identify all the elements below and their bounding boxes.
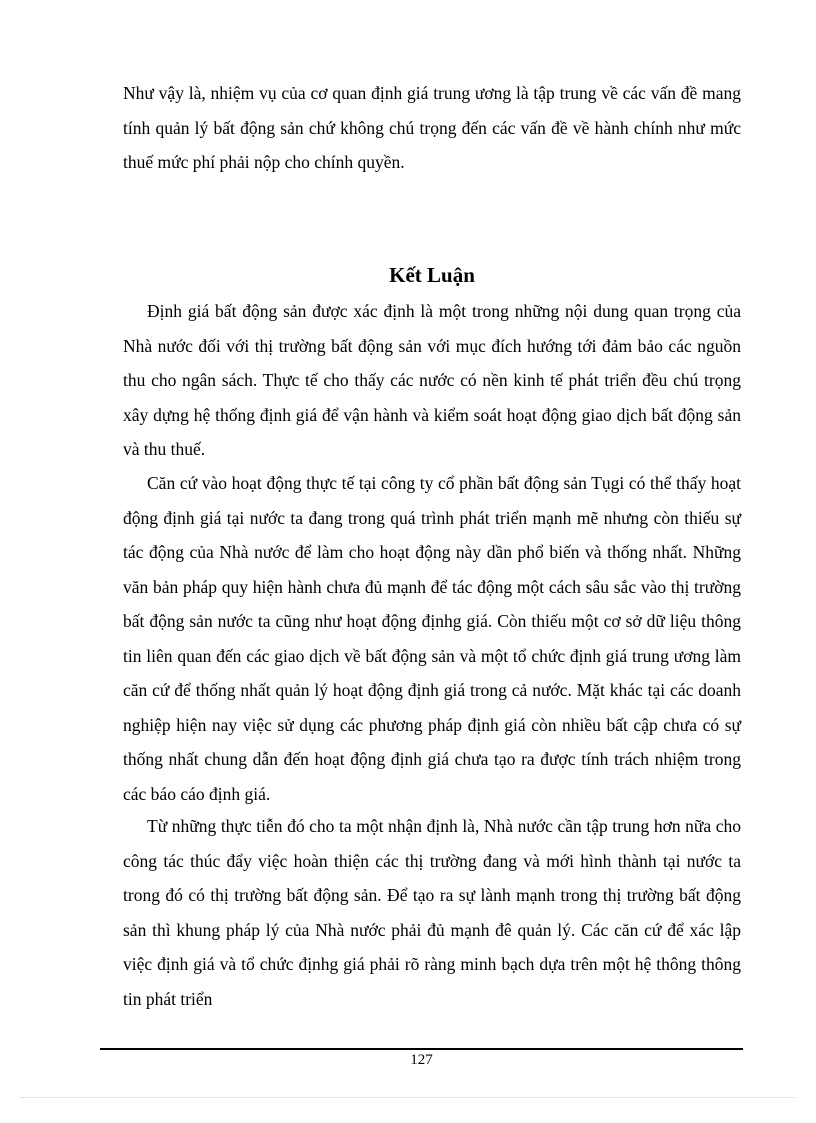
- intro-paragraph: Như vậy là, nhiệm vụ của cơ quan định giá trung ương là tập trung về các vấn đề mang tính quản lý bất động sản chứ không chú trọng đến các vấn đề về hành chính như mức thuế mức phí phải nộp cho chính quyền.: [123, 83, 741, 172]
- section-heading: Kết Luận: [389, 263, 475, 287]
- body-paragraph-1: Định giá bất động sản được xác định là một trong những nội dung quan trọng của Nhà nước đối với thị trường bất động sản với mục đích hướng tới đảm bảo các nguồn thu cho ngân sách. Thực tế cho thấy các nước có nền kinh tế phát triển đều chú trọng xây dựng hệ thống định giá để vận hành và kiểm soát hoạt động giao dịch bất động sản và thu thuế.: [123, 301, 741, 459]
- body-paragraph-2: Căn cứ vào hoạt động thực tế tại công ty cổ phần bất động sản Tụgi có thể thấy hoạt động định giá tại nước ta đang trong quá trình phát triển mạnh mẽ nhưng còn thiếu sự tác động của Nhà nước để làm cho hoạt động này dần phổ biến và thống nhất. Những văn bản pháp quy hiện hành chưa đủ mạnh để tác động một cách sâu sắc vào thị trường bất động sản nước ta cũng như hoạt động địnhg giá. Còn thiếu một cơ sở dữ liệu thông tin liên quan đến các giao dịch về bất động sản và một tổ chức định giá trung ương làm căn cứ để thống nhất quản lý hoạt động định giá trong cả nước. Mặt khác tại các doanh nghiệp hiện nay việc sử dụng các phương pháp định giá còn nhiều bất cập chưa có sự thống nhất chung dẫn đến hoạt động định giá chưa tạo ra được tính trách nhiệm trong các báo cáo định giá.: [123, 473, 741, 804]
- page-number: 127: [410, 1052, 433, 1068]
- footer-divider: [100, 1048, 743, 1050]
- page-bottom-divider: [20, 1097, 796, 1098]
- body-paragraph-3: Từ những thực tiễn đó cho ta một nhận định là, Nhà nước cần tập trung hơn nữa cho công tác thúc đẩy việc hoàn thiện các thị trường đang và mới hình thành tại nước ta trong đó có thị trường bất động sản. Để tạo ra sự lành mạnh trong thị trường bất động sản thì khung pháp lý của Nhà nước phải đủ mạnh đê quản lý. Các căn cứ để xác lập việc định giá và tổ chức địnhg giá phải rõ ràng minh bạch dựa trên một hệ thông thông tin phát triển: [123, 816, 741, 1009]
